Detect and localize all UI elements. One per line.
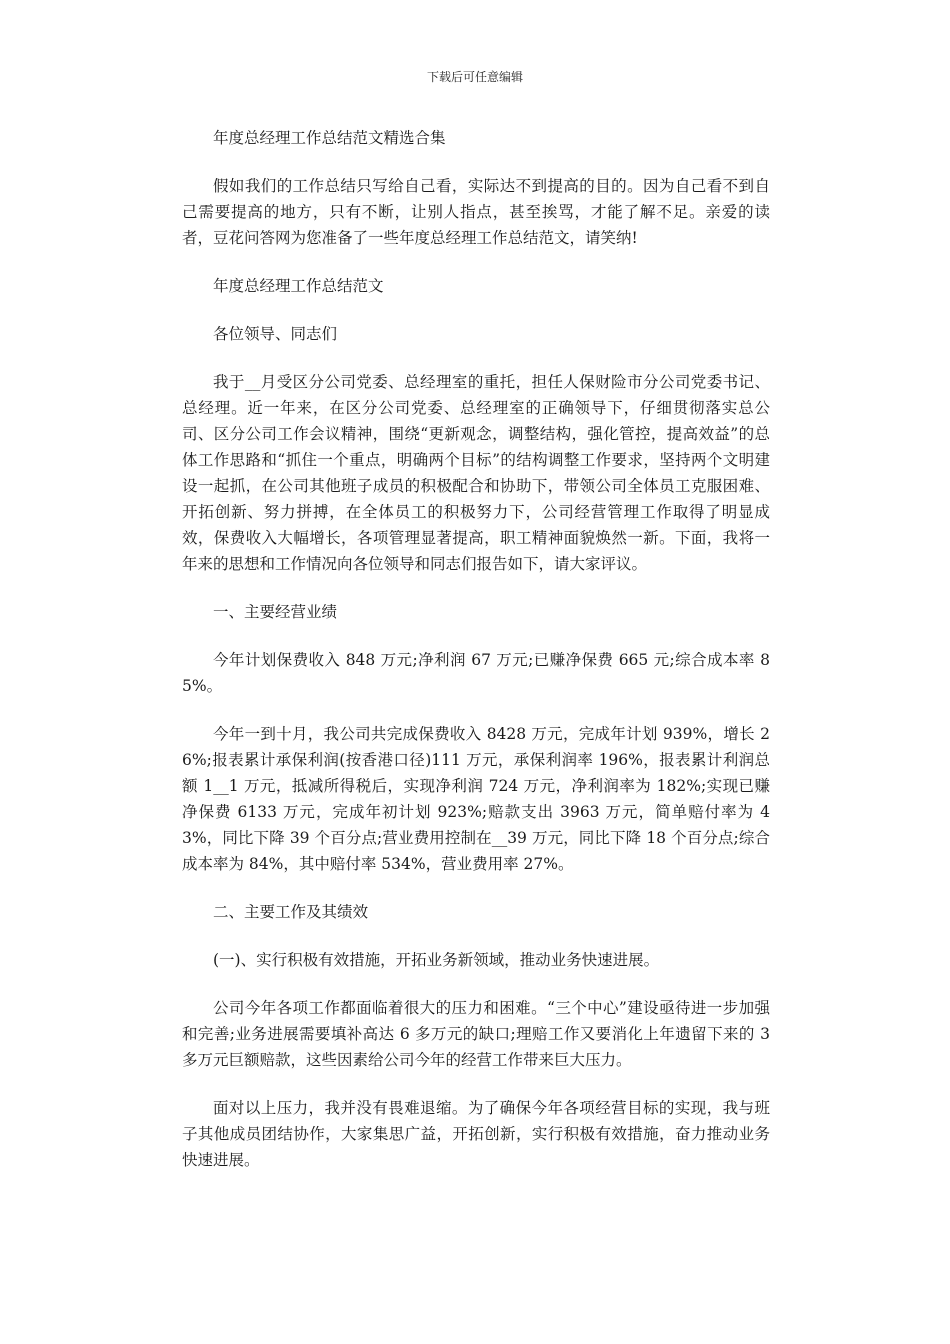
paragraph-4: 公司今年各项工作都面临着很大的压力和困难。“三个中心”建设亟待进一步加强和完善;业务进展需要填补高达 6 多万元的缺口;理赔工作又要消化上年遗留下来的 3 多万元巨额赔款，这些因素给公司今年的经营工作带来巨大压力。 bbox=[182, 999, 770, 1069]
paragraph-3: 今年一到十月，我公司共完成保费收入 8428 万元，完成年计划 939%，增长 26%;报表累计承保利润(按香港口径)111 万元，承保利润率 196%，报表累计利润总额 1__1 万元，抵减所得税后，实现净利润 724 万元，净利润率为 182%;实现已赚净保费 6133 万元，完成年初计划 923%;赔款支出 3963 万元，简单赔付率为 43%，同比下降 39 个百分点;营业费用控制在__39 万元，同比下降 18 个百分点;综合成本率为 84%，其中赔付率 534%，营业费用率 27%。 bbox=[182, 725, 770, 873]
salutation: 各位领导、同志们 bbox=[213, 325, 338, 343]
document-subtitle: 年度总经理工作总结范文 bbox=[213, 277, 384, 295]
intro-paragraph: 假如我们的工作总结只写给自己看，实际达不到提高的目的。因为自己看不到自己需要提高的地方，只有不断，让别人指点，甚至挨骂，才能了解不足。亲爱的读者，豆花问答网为您准备了一些年度总经理工作总结范文，请笑纳! bbox=[182, 177, 770, 247]
section-heading-1: 一、主要经营业绩 bbox=[213, 603, 338, 621]
subsection-heading-1: (一)、实行积极有效措施，开拓业务新领域，推动业务快速进展。 bbox=[213, 951, 660, 969]
document-body bbox=[182, 125, 770, 1173]
paragraph-1: 我于__月受区分公司党委、总经理室的重托，担任人保财险市分公司党委书记、总经理。近一年来，在区分公司党委、总经理室的正确领导下，仔细贯彻落实总公司、区分公司工作会议精神，围绕“更新观念，调整结构，强化管控，提高效益”的总体工作思路和“抓住一个重点，明确两个目标”的结构调整工作要求，坚持两个文明建设一起抓，在公司其他班子成员的积极配合和协助下，带领公司全体员工克服困难、开拓创新、努力拼搏，在全体员工的积极努力下，公司经营管理工作取得了明显成效，保费收入大幅增长，各项管理显著提高，职工精神面貌焕然一新。下面，我将一年来的思想和工作情况向各位领导和同志们报告如下，请大家评议。 bbox=[182, 373, 770, 573]
document-title: 年度总经理工作总结范文精选合集 bbox=[213, 129, 446, 147]
section-heading-2: 二、主要工作及其绩效 bbox=[213, 903, 369, 921]
paragraph-2: 今年计划保费收入 848 万元;净利润 67 万元;已赚净保费 665 元;综合成本率 85%。 bbox=[182, 651, 770, 695]
paragraph-5: 面对以上压力，我并没有畏难退缩。为了确保今年各项经营目标的实现，我与班子其他成员团结协作，大家集思广益，开拓创新，实行积极有效措施，奋力推动业务快速进展。 bbox=[182, 1099, 770, 1169]
page-header: 下载后可任意编辑 bbox=[426, 70, 523, 84]
